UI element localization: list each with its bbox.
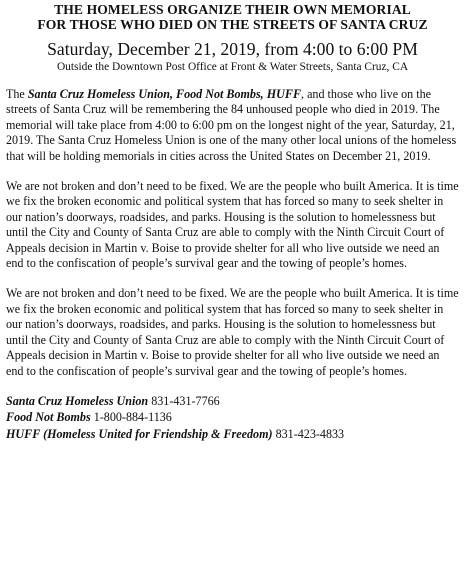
intro-paragraph — [6, 87, 459, 164]
intro-body: , and those who live on the streets of Santa Cruz will be remembering the 84 unhoused people who died in 2019. The memorial will take place from 4:00 to 6:00 pm on the longest night of the year, Saturday, 21, 2019. The Santa Cruz Homeless Union is one of the many other local unions of the homeless that will be holding memorials in cities across the United States on December 21, 2019. — [6, 87, 457, 163]
statement-paragraph-2: We are not broken and don’t need to be fixed. We are the people who built America. It is time we fix the broken economic and political system that has forced so many to seek shelter in our nation’s doorways, roadsides, and parks. Housing is the solution to homelessness but until the City and County of Santa Cruz are able to comply with the Ninth Circuit Court of Appeals decision in Martin v. Boise to provide shelter for all who live outside we need an end to the confiscation of people’s survival gear and the towing of people’s homes. — [6, 286, 459, 378]
event-date: Saturday, December 21, 2019, from 4:00 to 6:00 PM — [47, 39, 418, 59]
contact-item — [6, 409, 459, 426]
contact-item — [6, 393, 459, 410]
headline — [6, 2, 459, 32]
contact-phone: 1-800-884-1136 — [93, 410, 172, 425]
contact-item — [6, 426, 459, 443]
contact-list — [6, 393, 459, 443]
event-location: Outside the Downtown Post Office at Front & Water Streets, Santa Cruz, CA — [56, 61, 409, 73]
contact-name: HUFF (Homeless United for Friendship & Freedom) — [6, 426, 273, 441]
contact-name: Food Not Bombs — [6, 410, 91, 425]
contact-name: Santa Cruz Homeless Union — [6, 393, 149, 408]
contact-phone: 831-431-7766 — [151, 393, 220, 408]
headline-line-2: FOR THOSE WHO DIED ON THE STREETS OF SANTA CRUZ — [37, 17, 428, 32]
headline-line-1: THE HOMELESS ORGANIZE THEIR OWN MEMORIAL — [54, 2, 411, 17]
intro-prefix: The — [6, 87, 28, 101]
organizers: Santa Cruz Homeless Union, Food Not Bombs, HUFF — [27, 87, 302, 101]
contact-phone: 831-423-4833 — [275, 426, 345, 441]
statement-paragraph-1: We are not broken and don’t need to be fixed. We are the people who built America. It is time we fix the broken economic and political system that has forced so many to seek shelter in our nation’s doorways, roadsides, and parks. Housing is the solution to homelessness but until the City and County of Santa Cruz are able to comply with the Ninth Circuit Court of Appeals decision in Martin v. Boise to provide shelter for all who live outside we need an end to the confiscation of people’s survival gear and the towing of people’s homes. — [6, 179, 459, 271]
